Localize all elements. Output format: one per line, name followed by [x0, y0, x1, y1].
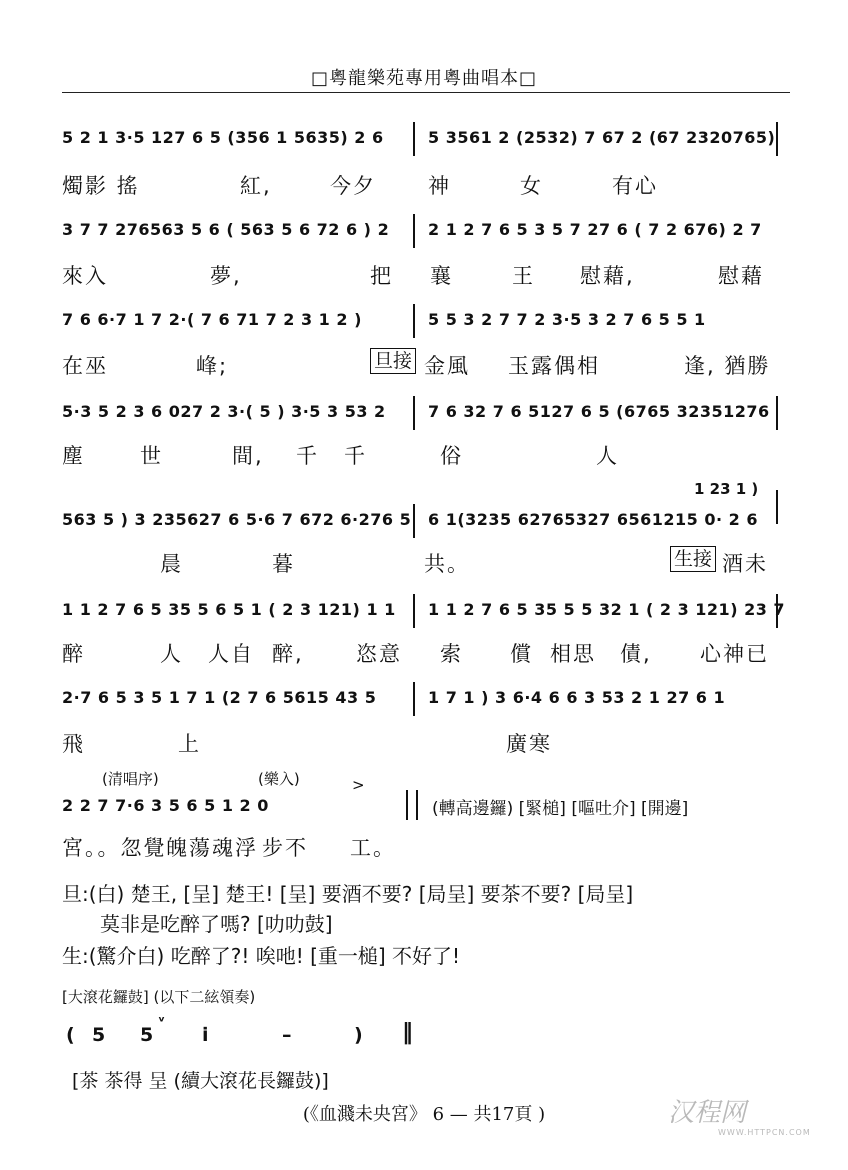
notation-row-5-right: 6 1(3235 62765327 6561215 0· 2 6: [428, 510, 758, 529]
lyric: 峰;: [196, 354, 229, 378]
notation-row-1-left: 5 2 1 3·5 127 6 5 (356 1 5635) 2 6: [62, 128, 384, 147]
lyric: 逢, 猶勝: [684, 354, 771, 378]
lyric: 晨: [160, 552, 183, 576]
barline: [413, 504, 415, 538]
lyric: 今夕: [330, 174, 376, 198]
notation-row-3-left: 7 6 6·7 1 7 2·( 7 6 71 7 2 3 1 2 ): [62, 310, 362, 329]
role-cue-tag: 旦接: [370, 348, 416, 374]
lyric: 恣意: [356, 642, 402, 666]
barline: [413, 682, 415, 716]
notation-row-4-left: 5·3 5 2 3 6 027 2 3·( 5 ) 3·5 3 53 2: [62, 402, 386, 421]
lyric: 塵: [62, 444, 85, 468]
final-note: 5: [140, 1024, 154, 1046]
final-notes-close: ): [354, 1024, 364, 1046]
notation-row-8: 2 2 7 7·6 3 5 6 5 1 2 0: [62, 796, 269, 815]
barline: [413, 594, 415, 628]
lyric: 人: [596, 444, 619, 468]
notation-row-6-left: 1 1 2 7 6 5 35 5 6 5 1 ( 2 3 121) 1 1: [62, 600, 396, 619]
lyric: 紅,: [240, 174, 272, 198]
barline: [413, 122, 415, 156]
watermark-url: WWW.HTTPCN.COM: [718, 1128, 811, 1137]
lyric: 索: [440, 642, 463, 666]
breath-mark: ᵛ: [158, 1014, 166, 1030]
lyric: 債,: [620, 642, 652, 666]
lyric: 間,: [232, 444, 264, 468]
lyric: 相思: [550, 642, 596, 666]
barline: [413, 214, 415, 248]
notation-row-7-right: 1 7 1 ) 3 6·4 6 6 3 53 2 1 27 6 1: [428, 688, 726, 707]
header-rule: [62, 92, 790, 93]
lyric: 飛: [62, 732, 85, 756]
lyric: 上: [178, 732, 201, 756]
final-note: –: [282, 1024, 292, 1046]
lyric: 魄蕩魂浮: [166, 836, 258, 860]
accent-mark: >: [352, 776, 365, 794]
lyric: 步不: [262, 836, 308, 860]
lyric: 慰藉: [718, 264, 764, 288]
annotation: (樂入): [258, 770, 300, 788]
lyric: 廣寒: [506, 732, 552, 756]
lyric: 人: [160, 642, 183, 666]
lyric: 慰藉,: [580, 264, 635, 288]
lyric: 來入: [62, 264, 108, 288]
lyric: 襄: [430, 264, 453, 288]
barline: [776, 594, 778, 628]
lyric: 暮: [272, 552, 295, 576]
lyric: 千: [344, 444, 367, 468]
lyric: 千: [296, 444, 319, 468]
double-barline: [406, 790, 418, 820]
notation-row-7-left: 2·7 6 5 3 5 1 7 1 (2 7 6 5615 43 5: [62, 688, 377, 707]
watermark-logo: 汉程网: [668, 1098, 747, 1128]
lyric: 夢,: [210, 264, 242, 288]
lyric: 醉: [62, 642, 85, 666]
gong-cue: (轉高邊鑼) [緊槌] [嘔吐介] [開邊]: [432, 799, 689, 819]
barline: [413, 396, 415, 430]
final-notes-open: (: [66, 1024, 76, 1046]
lyric: 玉露偶相: [508, 354, 600, 378]
lyric: 燭影 搖: [62, 174, 140, 198]
lyric: 金風: [424, 354, 470, 378]
final-barline: ‖: [402, 1020, 414, 1045]
notation-row-1-right: 5 3561 2 (2532) 7 67 2 (67 2320765): [428, 128, 776, 147]
lyric: 女: [520, 174, 543, 198]
lyric: 宮。。忽覺: [62, 836, 167, 860]
barline: [413, 304, 415, 338]
lyric: 共。: [424, 552, 470, 576]
lyric: 人自: [208, 642, 254, 666]
final-note: i̇: [202, 1024, 210, 1046]
lyric: 有心: [612, 174, 658, 198]
final-note: 5: [92, 1024, 106, 1046]
page-header: □粵龍樂苑專用粵曲唱本□: [310, 68, 537, 89]
ornament-notes: 1 23 1 ): [694, 480, 759, 498]
lyric: 俗: [440, 444, 463, 468]
lyric: 神: [428, 174, 451, 198]
lyric: 心神已: [700, 642, 769, 666]
notation-row-2-right: 2 1 2 7 6 5 3 5 7 27 6 ( 7 2 676) 2 7: [428, 220, 762, 239]
notation-row-4-right: 7 6 32 7 6 5127 6 5 (6765 32351276: [428, 402, 770, 421]
barline: [776, 396, 778, 430]
notation-row-6-right: 1 1 2 7 6 5 35 5 5 32 1 ( 2 3 121) 23 7: [428, 600, 786, 619]
barline: [776, 122, 778, 156]
dialog-line-sheng: 生:(驚介白) 吃醉了?! 唉吔! [重一槌] 不好了!: [62, 944, 461, 968]
dialog-line-continued: 莫非是吃醉了嗎? [叻叻鼓]: [100, 912, 333, 936]
barline: [776, 490, 778, 524]
final-cue: [茶 茶得 呈 (續大滾花長鑼鼓)]: [72, 1070, 329, 1092]
notation-row-2-left: 3 7 7 276563 5 6 ( 563 5 6 72 6 ) 2: [62, 220, 390, 239]
lyric: 世: [140, 444, 163, 468]
dialog-line-dan: 旦:(白) 楚王, [呈] 楚王! [呈] 要酒不要? [局呈] 要茶不要? [局呈]: [62, 882, 634, 906]
notation-row-3-right: 5 5 3 2 7 7 2 3·5 3 2 7 6 5 5 1: [428, 310, 706, 329]
section-label: [大滾花鑼鼓] (以下二絃領奏): [62, 988, 256, 1006]
lyric: 把: [370, 264, 393, 288]
lyric: 在巫: [62, 354, 108, 378]
lyric: 酒未: [722, 552, 768, 576]
annotation: (清唱序): [102, 770, 159, 788]
role-cue-tag: 生接: [670, 546, 716, 572]
notation-row-5-left: 563 5 ) 3 235627 6 5·6 7 672 6·276 5: [62, 510, 412, 529]
lyric: 王: [512, 264, 535, 288]
page-footer: (《血濺未央宮》 6 — 共17頁 ): [302, 1104, 546, 1125]
lyric: 償: [510, 642, 533, 666]
lyric: 工。: [350, 836, 396, 860]
lyric: 醉,: [272, 642, 304, 666]
